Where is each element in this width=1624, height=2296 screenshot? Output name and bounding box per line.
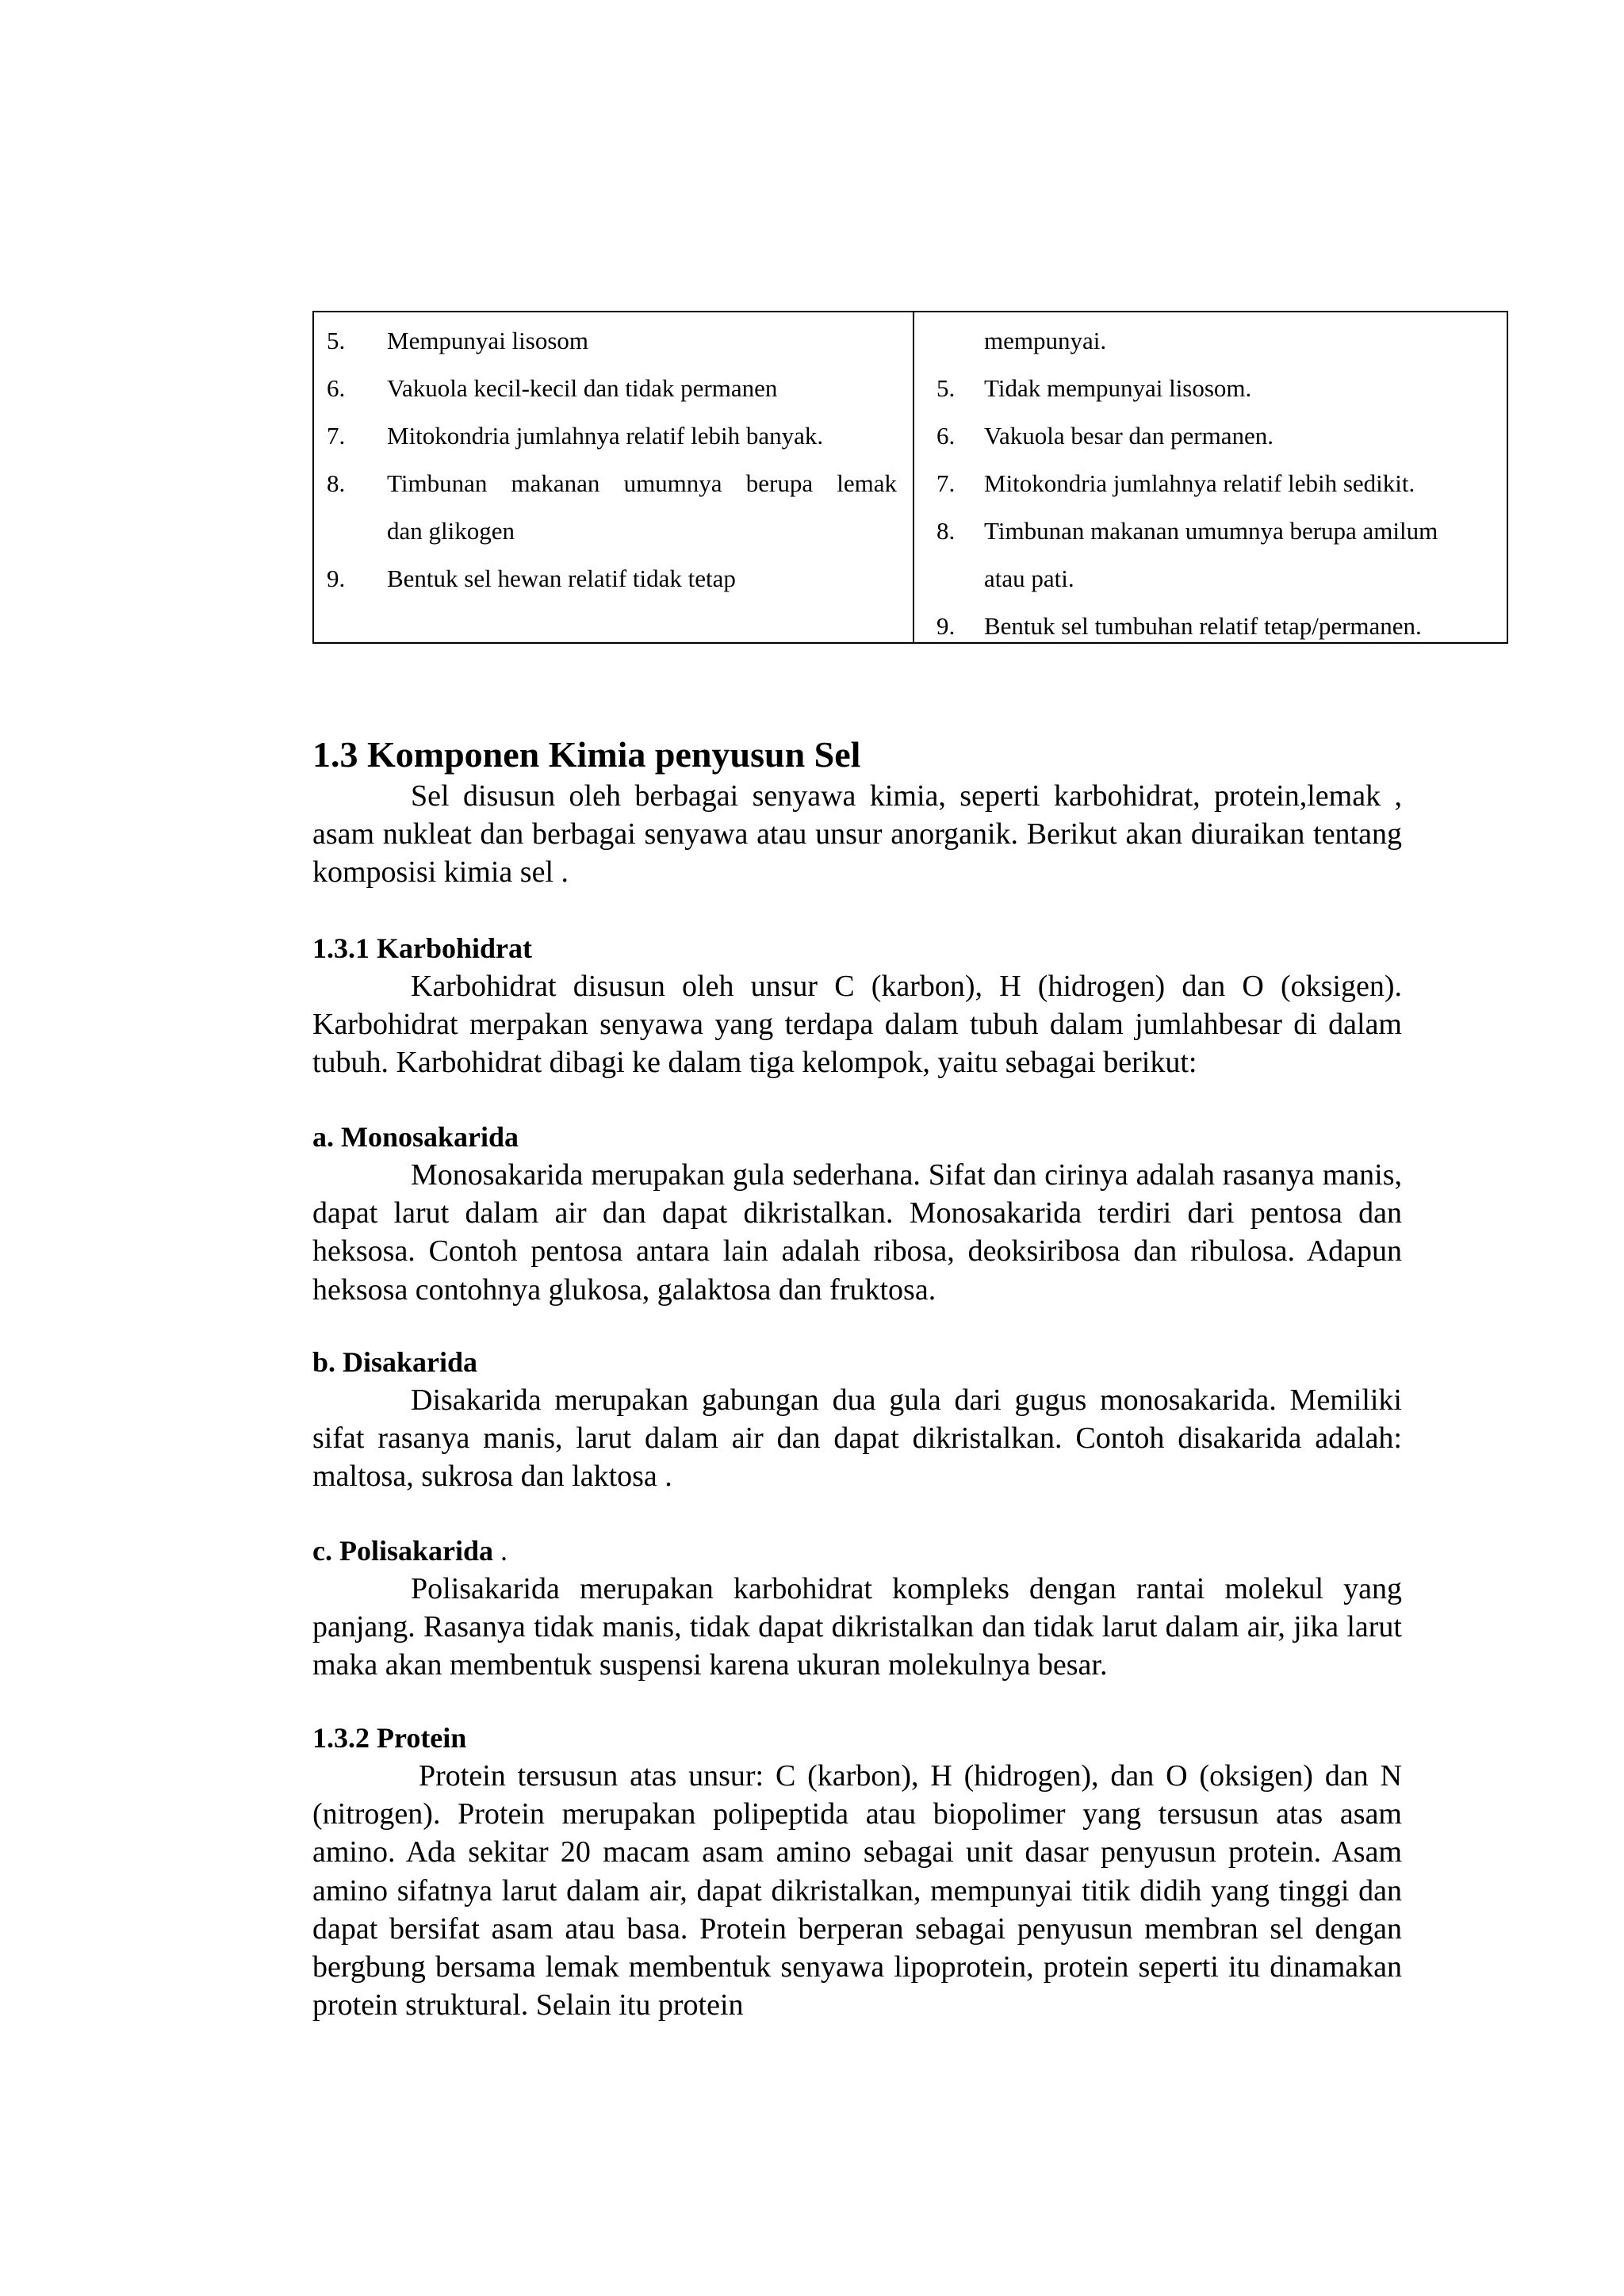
section-title: c. Polisakarida — [312, 1535, 494, 1567]
item-text: Timbunan makanan umumnya berupa lemak — [387, 469, 897, 497]
table-row — [914, 603, 1507, 650]
item-number: 7. — [936, 469, 956, 497]
section-karbohidrat — [312, 929, 1402, 1082]
animal-cell-list — [314, 317, 913, 603]
item-number: 7. — [327, 422, 346, 450]
table-row — [314, 507, 913, 555]
item-text: Tidak mempunyai lisosom. — [984, 374, 1252, 402]
section-paragraph: Monosakarida merupakan gula sederhana. Sifat dan cirinya adalah rasanya manis, dapat larut dalam air dan dapat dikristalkan. Monosakarida terdiri dari pentosa dan heksosa. Contoh pentosa antara lain adalah ribosa, deoksiribosa dan ribulosa. Adapun heksosa contohnya glukosa, galaktosa dan fruktosa. — [312, 1158, 1402, 1307]
item-text: Timbunan makanan umumnya berupa amilum — [984, 517, 1438, 545]
section-disakarida — [312, 1343, 1402, 1496]
item-number: 8. — [936, 517, 956, 545]
item-text: dan glikogen — [387, 517, 515, 545]
plant-cell-column — [914, 312, 1507, 642]
section-title: 1.3.2 Protein — [312, 1722, 467, 1754]
item-number: 6. — [327, 374, 346, 402]
section-title-line — [312, 1532, 1402, 1570]
table-row — [314, 317, 913, 365]
section-title: a. Monosakarida — [312, 1121, 519, 1153]
table-row — [914, 317, 1507, 365]
table-row — [914, 365, 1507, 412]
item-number: 5. — [327, 327, 346, 354]
table-row — [914, 412, 1507, 460]
item-text: atau pati. — [984, 564, 1074, 592]
section-title: 1.3 Komponen Kimia penyusun Sel — [312, 734, 861, 775]
item-number: 9. — [327, 564, 346, 592]
section-paragraph: Polisakarida merupakan karbohidrat kompleks dengan rantai molekul yang panjang. Rasanya tidak manis, tidak dapat dikristalkan dan tidak larut dalam air, jika larut maka akan membentuk suspensi karena ukuran molekulnya besar. — [312, 1572, 1402, 1682]
section-monosakarida — [312, 1118, 1402, 1309]
animal-cell-column — [314, 312, 914, 642]
item-number: 5. — [936, 374, 956, 402]
table-row — [914, 460, 1507, 507]
item-text: Vakuola kecil-kecil dan tidak permanen — [387, 374, 778, 402]
table-row — [314, 460, 913, 507]
section-protein — [312, 1719, 1402, 2024]
section-paragraph: Sel disusun oleh berbagai senyawa kimia, seperti karbohidrat, protein,lemak , asam nukleat dan berbagai senyawa atau unsur anorganik. Berikut akan diuraikan tentang komposisi kimia sel . — [312, 779, 1402, 890]
item-text: mempunyai. — [984, 327, 1107, 354]
item-text: Mitokondria jumlahnya relatif lebih sedikit. — [984, 469, 1415, 497]
section-title: b. Disakarida — [312, 1346, 478, 1378]
table-row — [914, 507, 1507, 555]
table-row — [314, 555, 913, 603]
table-row — [914, 555, 1507, 603]
item-number: 9. — [936, 612, 956, 640]
comparison-table — [312, 311, 1508, 644]
table-row — [314, 412, 913, 460]
item-number: 8. — [327, 469, 346, 497]
item-text: Mitokondria jumlahnya relatif lebih banyak. — [387, 422, 824, 450]
table-row — [314, 365, 913, 412]
section-paragraph: Karbohidrat disusun oleh unsur C (karbon), H (hidrogen) dan O (oksigen). Karbohidrat merpakan senyawa yang terdapa dalam tubuh dalam jumlahbesar di dalam tubuh. Karbohidrat dibagi ke dalam tiga kelompok, yaitu sebagai berikut: — [312, 970, 1402, 1080]
section-polisakarida — [312, 1532, 1402, 1685]
item-text: Bentuk sel hewan relatif tidak tetap — [387, 564, 736, 592]
item-number: 6. — [936, 422, 956, 450]
section-title: 1.3.1 Karbohidrat — [312, 932, 533, 964]
section-paragraph: Protein tersusun atas unsur: C (karbon), H (hidrogen), dan O (oksigen) dan N (nitrogen). Protein merupakan polipeptida atau biopolimer yang tersusun atas asam amino. Ada sekitar 20 macam asam amino sebagai unit dasar penyusun protein. Asam amino sifatnya larut dalam air, dapat dikristalkan, mempunyai titik didih yang tinggi dan dapat bersifat asam atau basa. Protein berperan sebagai penyusun membran sel dengan bergbung bersama lemak membentuk senyawa lipoprotein, protein seperti itu dinamakan protein struktural. Selain itu protein — [312, 1759, 1402, 2022]
item-text: Mempunyai lisosom — [387, 327, 589, 354]
section-title-suffix: . — [493, 1535, 508, 1567]
section-paragraph: Disakarida merupakan gabungan dua gula dari gugus monosakarida. Memiliki sifat rasanya manis, larut dalam air dan dapat dikristalkan. Contoh disakarida adalah: maltosa, sukrosa dan laktosa . — [312, 1383, 1402, 1494]
plant-cell-list — [914, 317, 1507, 650]
item-text: Vakuola besar dan permanen. — [984, 422, 1274, 450]
section-chemical-components — [312, 733, 1402, 892]
item-text: Bentuk sel tumbuhan relatif tetap/permanen. — [984, 612, 1422, 640]
